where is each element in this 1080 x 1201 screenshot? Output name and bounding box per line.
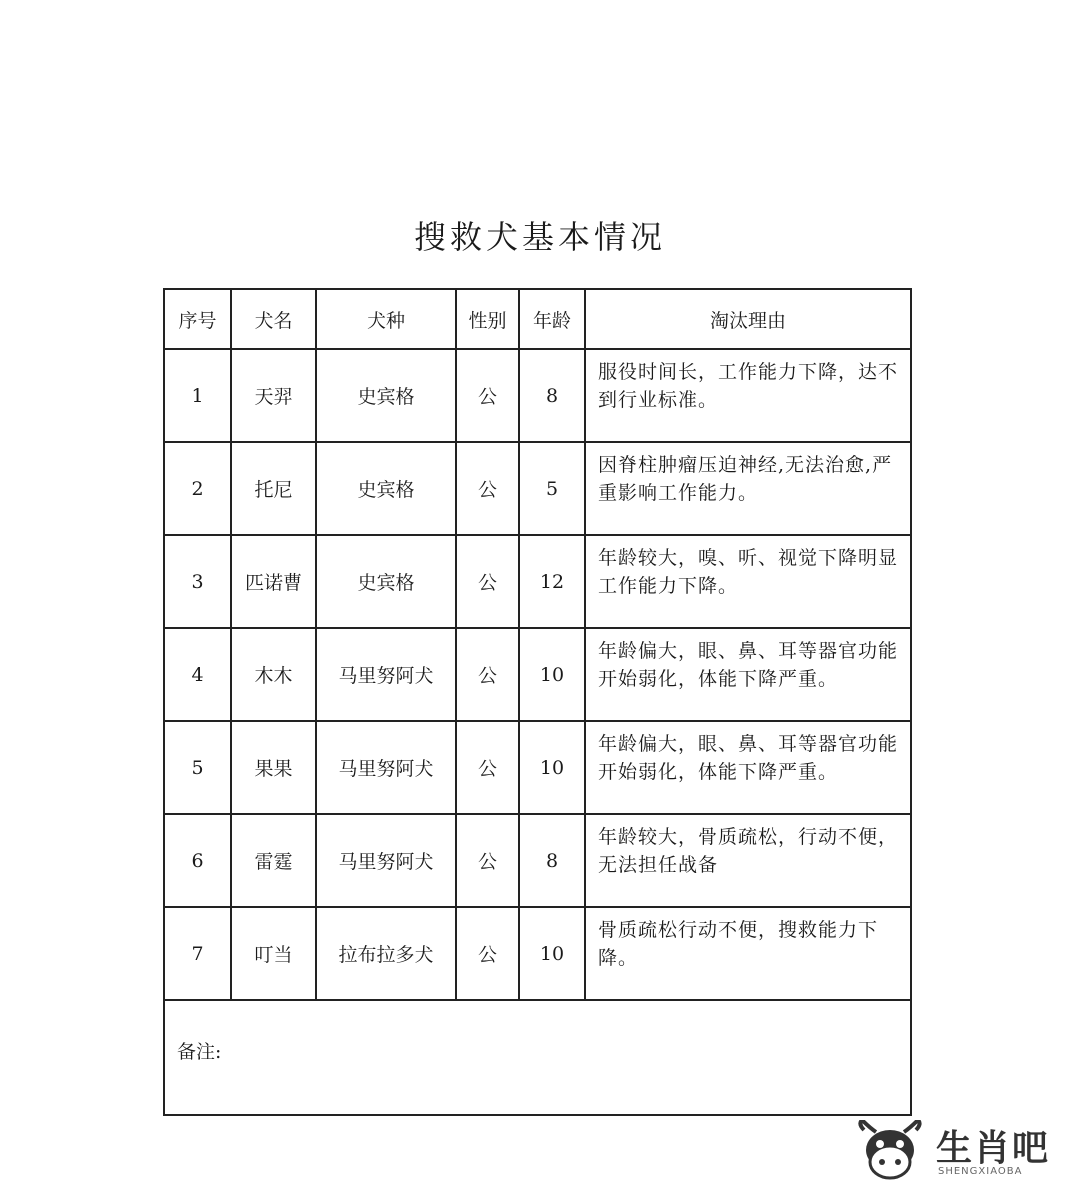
table-row <box>164 907 911 1000</box>
cell-name: 托尼 <box>231 442 316 535</box>
cell-name: 叮当 <box>231 907 316 1000</box>
cell-sex: 公 <box>456 814 519 907</box>
table-header-row <box>164 289 911 349</box>
cell-age: 10 <box>519 721 585 814</box>
cell-age: 8 <box>519 814 585 907</box>
cell-no: 7 <box>164 907 231 1000</box>
cell-sex: 公 <box>456 442 519 535</box>
table-row <box>164 535 911 628</box>
cell-no: 1 <box>164 349 231 442</box>
cell-breed: 史宾格 <box>316 442 456 535</box>
header-age: 年龄 <box>519 289 585 349</box>
cell-age: 10 <box>519 907 585 1000</box>
watermark-name: 生肖吧 <box>936 1128 1051 1169</box>
cell-breed: 马里努阿犬 <box>316 814 456 907</box>
page-title: 搜救犬基本情况 <box>413 218 666 256</box>
cell-breed: 马里努阿犬 <box>316 628 456 721</box>
header-breed: 犬种 <box>316 289 456 349</box>
search-dog-table <box>163 288 912 1116</box>
cell-age: 10 <box>519 628 585 721</box>
cell-no: 5 <box>164 721 231 814</box>
cell-age: 5 <box>519 442 585 535</box>
cell-no: 3 <box>164 535 231 628</box>
cell-sex: 公 <box>456 349 519 442</box>
cell-reason: 骨质疏松行动不便，搜救能力下降。 <box>585 907 911 1000</box>
cell-reason: 年龄偏大，眼、鼻、耳等器官功能开始弱化，体能下降严重。 <box>585 721 911 814</box>
cell-breed: 史宾格 <box>316 535 456 628</box>
cell-name: 雷霆 <box>231 814 316 907</box>
remark-row <box>164 1000 911 1115</box>
cell-sex: 公 <box>456 628 519 721</box>
table-row <box>164 814 911 907</box>
remark-cell: 备注: <box>164 1000 911 1115</box>
cell-name: 天羿 <box>231 349 316 442</box>
cell-sex: 公 <box>456 535 519 628</box>
cell-reason: 年龄较大，嗅、听、视觉下降明显工作能力下降。 <box>585 535 911 628</box>
cell-reason: 年龄偏大，眼、鼻、耳等器官功能开始弱化，体能下降严重。 <box>585 628 911 721</box>
cell-reason: 因脊柱肿瘤压迫神经,无法治愈,严重影响工作能力。 <box>585 442 911 535</box>
cell-no: 6 <box>164 814 231 907</box>
watermark-subtext: SHENGXIAOBA <box>938 1166 1023 1177</box>
cell-name: 木木 <box>231 628 316 721</box>
cell-sex: 公 <box>456 907 519 1000</box>
cell-no: 2 <box>164 442 231 535</box>
table-row <box>164 442 911 535</box>
header-reason: 淘汰理由 <box>585 289 911 349</box>
table-row <box>164 349 911 442</box>
header-no: 序号 <box>164 289 231 349</box>
cell-name: 匹诺曹 <box>231 535 316 628</box>
cell-no: 4 <box>164 628 231 721</box>
cell-breed: 马里努阿犬 <box>316 721 456 814</box>
cell-reason: 年龄较大，骨质疏松，行动不便，无法担任战备 <box>585 814 911 907</box>
cell-name: 果果 <box>231 721 316 814</box>
cell-breed: 拉布拉多犬 <box>316 907 456 1000</box>
ox-head-icon <box>856 1120 924 1184</box>
table-row <box>164 628 911 721</box>
table-row <box>164 721 911 814</box>
header-name: 犬名 <box>231 289 316 349</box>
cell-reason: 服役时间长，工作能力下降，达不到行业标准。 <box>585 349 911 442</box>
cell-sex: 公 <box>456 721 519 814</box>
cell-breed: 史宾格 <box>316 349 456 442</box>
cell-age: 12 <box>519 535 585 628</box>
header-sex: 性别 <box>456 289 519 349</box>
watermark-logo <box>856 1118 1066 1190</box>
cell-age: 8 <box>519 349 585 442</box>
